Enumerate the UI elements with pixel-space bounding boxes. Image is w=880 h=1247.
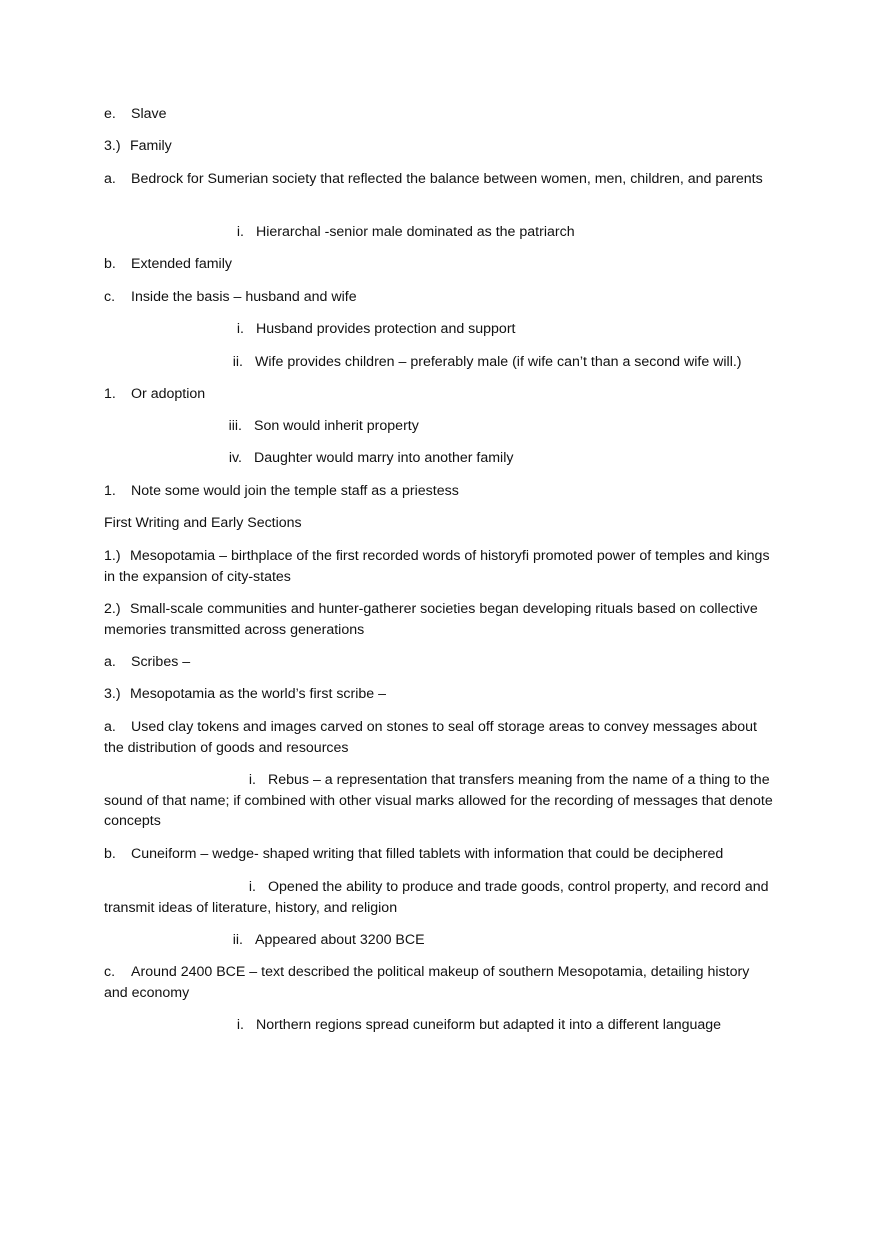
list-item-bedrock xyxy=(104,169,776,190)
list-marker: c. xyxy=(104,289,116,305)
list-item-rebus xyxy=(104,770,776,832)
list-text: Daughter would marry into another family xyxy=(254,450,514,466)
list-marker: iv. xyxy=(228,450,242,466)
list-marker: 1.) xyxy=(104,548,121,564)
list-text: Wife provides children – preferably male (if wife can’t than a second wife will.) xyxy=(255,354,742,370)
list-text: Mesopotamia – birthplace of the first recorded words of historyfi promoted power of temples and kings in the expansion of city-states xyxy=(104,548,770,585)
list-item-son xyxy=(212,416,419,437)
list-item-adoption xyxy=(104,384,776,405)
list-marker: a. xyxy=(104,719,116,735)
section-heading-first-writing xyxy=(104,513,776,534)
list-item-mesopotamia-birthplace xyxy=(104,546,776,587)
section-heading-family xyxy=(104,136,776,157)
list-text: Scribes – xyxy=(131,654,191,670)
list-marker: c. xyxy=(104,964,116,980)
heading-text: First Writing and Early Sections xyxy=(104,515,302,531)
list-marker: i. xyxy=(236,224,244,240)
list-marker: iii. xyxy=(228,418,242,434)
list-item-extended-family xyxy=(104,254,776,275)
list-marker: b. xyxy=(104,846,116,862)
list-marker: i. xyxy=(248,879,256,895)
list-text: Hierarchal -senior male dominated as the patriarch xyxy=(256,224,575,240)
list-item-slave xyxy=(104,104,776,125)
list-item-cuneiform xyxy=(104,844,776,865)
list-marker: e. xyxy=(104,106,116,122)
list-marker: a. xyxy=(104,171,116,187)
list-text: Cuneiform – wedge- shaped writing that filled tablets with information that could be deciphered xyxy=(131,846,724,862)
list-marker: i. xyxy=(236,321,244,337)
list-item-husband xyxy=(214,319,515,340)
list-item-first-scribe xyxy=(104,684,776,705)
list-item-clay-tokens xyxy=(104,717,776,758)
list-text: Rebus – a representation that transfers meaning from the name of a thing to the sound of that name; if combined with other visual marks allowed for the recording of messages that denote concepts xyxy=(104,772,773,829)
list-text: Inside the basis – husband and wife xyxy=(131,289,357,305)
list-item-inside-basis xyxy=(104,287,776,308)
list-text: Husband provides protection and support xyxy=(256,321,516,337)
list-item-opened-ability xyxy=(104,877,776,918)
list-text: Bedrock for Sumerian society that reflected the balance between women, men, children, and parents xyxy=(131,171,763,187)
list-text: Extended family xyxy=(131,256,232,272)
list-text: Opened the ability to produce and trade goods, control property, and record and transmit ideas of literature, history, and religion xyxy=(104,879,769,916)
list-text: Mesopotamia as the world’s first scribe – xyxy=(130,686,387,702)
list-text: Family xyxy=(130,138,172,154)
list-text: Around 2400 BCE – text described the political makeup of southern Mesopotamia, detailing history and economy xyxy=(104,964,750,1001)
list-item-2400-bce xyxy=(104,962,776,1003)
list-text: Northern regions spread cuneiform but adapted it into a different language xyxy=(256,1017,722,1033)
list-text: Son would inherit property xyxy=(254,418,419,434)
list-marker: b. xyxy=(104,256,116,272)
list-marker: a. xyxy=(104,654,116,670)
list-item-priestess xyxy=(104,481,776,502)
list-text: Appeared about 3200 BCE xyxy=(255,932,425,948)
list-text: Slave xyxy=(131,106,167,122)
list-text: Small-scale communities and hunter-gatherer societies began developing rituals based on collective memories transmitted across generations xyxy=(104,601,758,638)
list-item-wife xyxy=(213,352,742,373)
list-marker: i. xyxy=(236,1017,244,1033)
list-marker: 1. xyxy=(104,386,116,402)
list-text: Note some would join the temple staff as a priestess xyxy=(131,483,459,499)
list-item-scribes xyxy=(104,652,776,673)
list-marker: 1. xyxy=(104,483,116,499)
list-item-northern-regions xyxy=(214,1015,721,1036)
list-text: Used clay tokens and images carved on stones to seal off storage areas to convey messages about the distribution of goods and resources xyxy=(104,719,757,756)
list-marker: 2.) xyxy=(104,601,121,617)
list-marker: 3.) xyxy=(104,138,121,154)
list-text: Or adoption xyxy=(131,386,206,402)
list-marker: 3.) xyxy=(104,686,121,702)
list-item-3200-bce xyxy=(213,930,425,951)
list-item-daughter xyxy=(212,448,513,469)
list-item-small-scale xyxy=(104,599,776,640)
list-item-hierarchal xyxy=(214,222,575,243)
list-marker: i. xyxy=(248,772,256,788)
list-marker: ii. xyxy=(232,932,243,948)
list-marker: ii. xyxy=(232,354,243,370)
